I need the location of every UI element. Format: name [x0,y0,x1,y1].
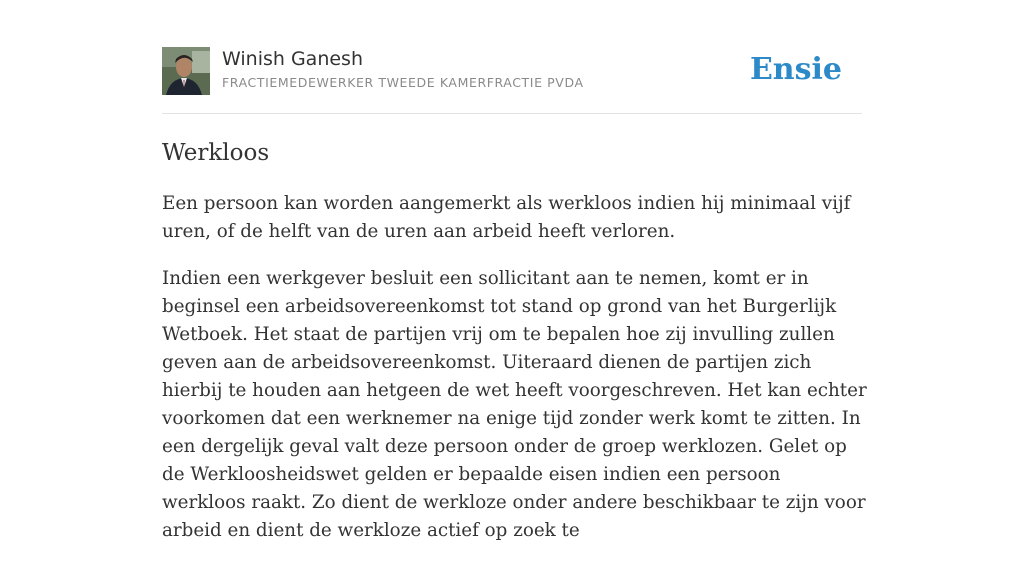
author-role: FRACTIEMEDEWERKER TWEEDE KAMERFRACTIE PVDA [222,75,584,90]
avatar[interactable] [162,47,210,95]
article-paragraph: Een persoon kan worden aangemerkt als werkloos indien hij minimaal vijf uren, of de helft van de uren aan arbeid heeft verloren. [162,193,851,242]
author-name[interactable]: Winish Ganesh [222,48,363,70]
article-title: Werkloos [162,140,270,166]
ensie-logo[interactable]: Ensie [749,52,842,87]
author-header [162,47,862,114]
article-paragraph: Indien een werkgever besluit een sollicitant aan te nemen, komt er in beginsel een arbeidsovereenkomst tot stand op grond van het Burgerlijk Wetboek. Het staat de partijen vrij om te bepalen hoe zij invulling zullen geven aan de arbeidsovereenkomst. Uiteraard dienen de partijen zich hierbij te houden aan hetgeen de wet heeft voorgeschreven. Het kan echter voorkomen dat een werknemer na enige tijd zonder werk komt te zitten. In een dergelijk geval valt deze persoon onder de groep werklozen. Gelet op de Werkloosheidswet gelden er bepaalde eisen indien een persoon werkloos raakt. Zo dient de werkloze onder andere beschikbaar te zijn voor arbeid en dient de werkloze actief op zoek te [162,268,867,541]
article-body [162,190,868,564]
avatar-photo-icon [162,47,210,95]
